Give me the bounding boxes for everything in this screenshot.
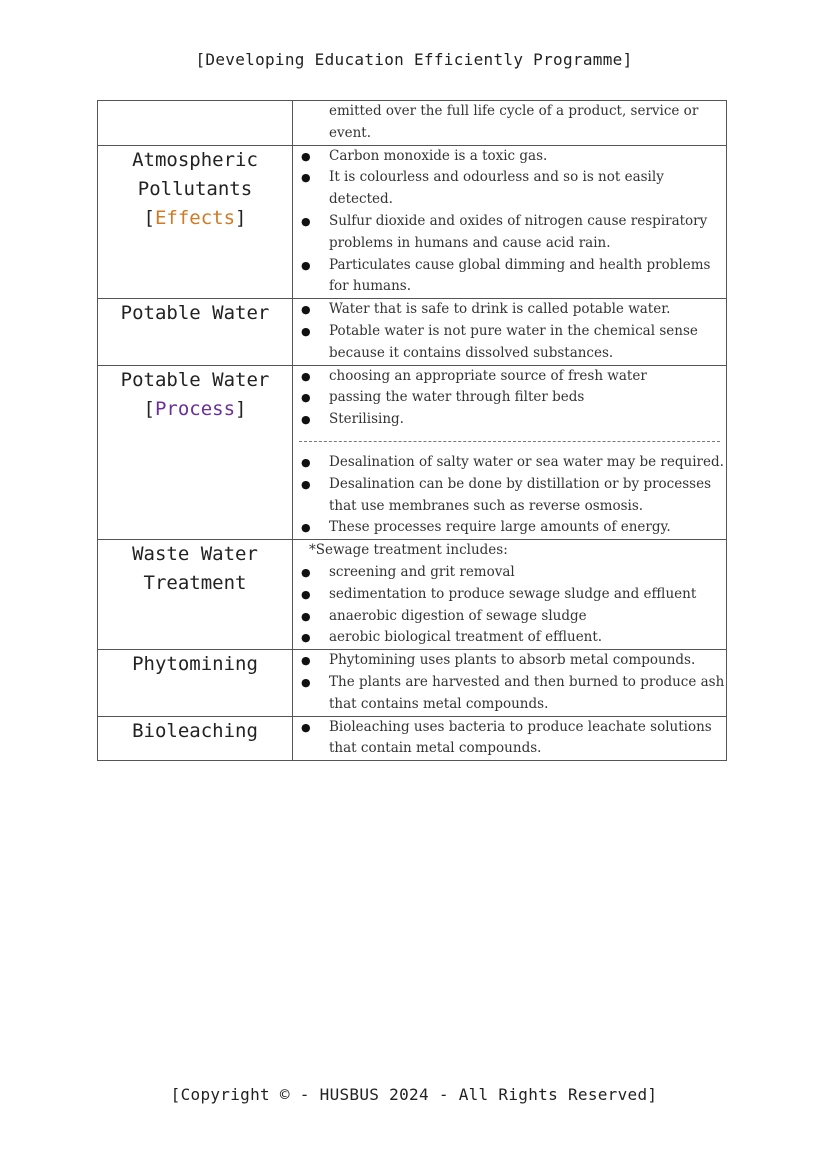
dashed-divider xyxy=(299,441,720,442)
topic-title-line1: Atmospheric xyxy=(132,148,258,171)
topic-cell-waste xyxy=(98,540,293,650)
subtitle-effects: Effects xyxy=(154,206,236,229)
table-row-atmospheric-pollutants xyxy=(98,145,727,299)
bullet-list xyxy=(293,299,726,364)
content-cell-potable xyxy=(293,299,727,365)
list-item: ● Sulfur dioxide and oxides of nitrogen cause respiratory problems in humans and cause acid rain. xyxy=(293,211,726,255)
table-row-waste-water xyxy=(98,540,727,650)
topic-title: Phytomining xyxy=(132,653,258,676)
list-item: ● Desalination of salty water or sea water may be required. xyxy=(293,452,726,474)
list-item: ● Carbon monoxide is a toxic gas. xyxy=(293,146,726,168)
topic-subtitle xyxy=(98,395,292,424)
intro-text: *Sewage treatment includes: xyxy=(309,542,508,559)
bracket-close: ] xyxy=(235,397,247,420)
topic-cell-process xyxy=(98,365,293,540)
topic-cell-bio xyxy=(98,716,293,761)
topic-cell-atmospheric xyxy=(98,145,293,299)
list-item: ● Particulates cause global dimming and health problems for humans. xyxy=(293,255,726,299)
list-item: ● choosing an appropriate source of fresh water xyxy=(293,366,726,388)
table-row-bioleaching xyxy=(98,716,727,761)
page-footer: [Copyright © - HUSBUS 2024 - All Rights Reserved] xyxy=(170,1085,658,1104)
list-item: ● anaerobic digestion of sewage sludge xyxy=(293,606,726,628)
bracket-close: ] xyxy=(235,206,247,229)
topic-title: Potable Water xyxy=(120,368,270,391)
table-row-potable-process xyxy=(98,365,727,540)
topic-cell-phyto xyxy=(98,650,293,716)
topic-cell-empty xyxy=(98,101,293,146)
content-cell-bio xyxy=(293,716,727,761)
topic-title-line1: Waste Water xyxy=(132,543,258,566)
bullet-list xyxy=(293,650,726,715)
content-cell-waste xyxy=(293,540,727,650)
content-cell-phyto xyxy=(293,650,727,716)
topic-title: Bioleaching xyxy=(132,719,258,742)
subtitle-process: Process xyxy=(154,397,236,420)
list-item: ● The plants are harvested and then burned to produce ash that contains metal compounds. xyxy=(293,672,726,716)
page-header: [Developing Education Efficiently Programme] xyxy=(195,50,633,69)
list-item: ● Phytomining uses plants to absorb metal compounds. xyxy=(293,650,726,672)
content-cell-carbon xyxy=(293,101,727,146)
bullet-list xyxy=(293,562,726,649)
list-item: ● Potable water is not pure water in the chemical sense because it contains dissolved substances. xyxy=(293,321,726,365)
list-item: ● It is colourless and odourless and so is not easily detected. xyxy=(293,167,726,211)
topic-title-line2: Pollutants xyxy=(137,177,253,200)
notes-table xyxy=(97,100,727,761)
list-item: ● passing the water through filter beds xyxy=(293,387,726,409)
content-cell-atmospheric xyxy=(293,145,727,299)
bullet-list xyxy=(293,717,726,761)
bracket-open: [ xyxy=(143,206,155,229)
topic-cell-potable xyxy=(98,299,293,365)
content-cell-process xyxy=(293,365,727,540)
topic-title-line2: Treatment xyxy=(143,572,247,595)
bracket-open: [ xyxy=(143,397,155,420)
list-item: ● Bioleaching uses bacteria to produce leachate solutions that contain metal compounds. xyxy=(293,717,726,761)
list-item: ● sedimentation to produce sewage sludge and effluent xyxy=(293,584,726,606)
continued-text: emitted over the full life cycle of a product, service or event. xyxy=(329,103,699,141)
bullet-list xyxy=(293,452,726,539)
topic-title: Potable Water xyxy=(120,302,270,325)
list-item: ● Sterilising. xyxy=(293,409,726,431)
bullet-list xyxy=(293,366,726,431)
list-item: ● aerobic biological treatment of effluent. xyxy=(293,627,726,649)
list-item: ● These processes require large amounts of energy. xyxy=(293,517,726,539)
list-item: ● Water that is safe to drink is called potable water. xyxy=(293,299,726,321)
topic-subtitle xyxy=(98,204,292,233)
table-row-potable-water xyxy=(98,299,727,365)
table-row-carbon-footprint-cont xyxy=(98,101,727,146)
table-row-phytomining xyxy=(98,650,727,716)
bullet-list xyxy=(293,146,726,299)
list-item: ● Desalination can be done by distillation or by processes that use membranes such as reverse osmosis. xyxy=(293,474,726,518)
list-item: ● screening and grit removal xyxy=(293,562,726,584)
